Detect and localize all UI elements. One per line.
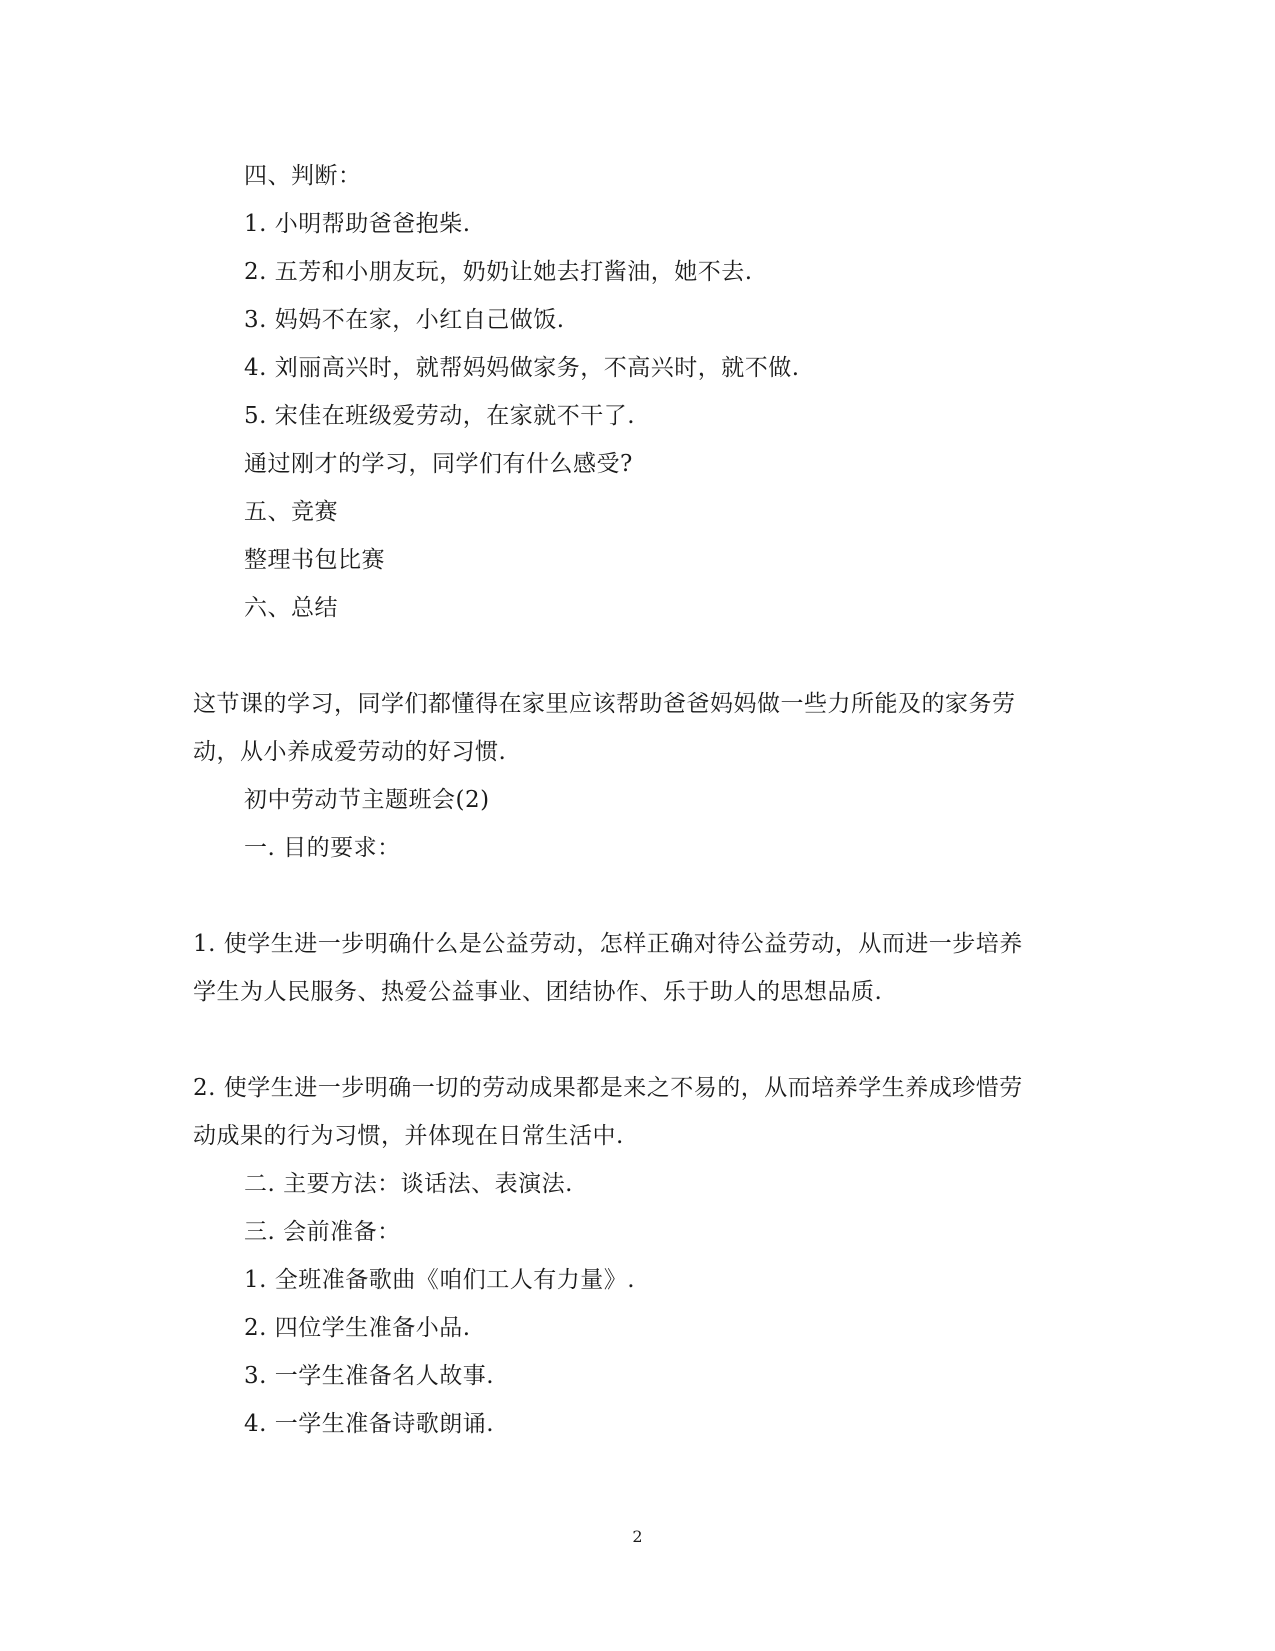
section-heading-preparation: 三. 会前准备： (244, 1219, 401, 1245)
preparation-item-2: 2. 四位学生准备小品. (244, 1315, 471, 1341)
judgement-item-4: 4. 刘丽高兴时，就帮妈妈做家务，不高兴时，就不做. (244, 355, 800, 381)
section-heading-methods: 二. 主要方法：谈话法、表演法. (244, 1171, 573, 1197)
judgement-item-2: 2. 五芳和小朋友玩，奶奶让她去打酱油，她不去. (244, 259, 753, 285)
section-heading-judgement: 四、判断： (244, 163, 362, 189)
section-heading-summary: 六、总结 (244, 595, 338, 621)
section-heading-contest: 五、竞赛 (244, 499, 338, 525)
preparation-item-4: 4. 一学生准备诗歌朗诵. (244, 1411, 495, 1437)
preparation-item-1: 1. 全班准备歌曲《咱们工人有力量》. (244, 1267, 636, 1293)
document-title: 初中劳动节主题班会(2) (244, 787, 490, 813)
page-number: 2 (632, 1527, 643, 1546)
summary-paragraph-line-2: 动，从小养成爱劳动的好习惯. (193, 739, 507, 765)
objective-1-line-2: 学生为人民服务、热爱公益事业、团结协作、乐于助人的思想品质. (193, 979, 883, 1005)
objective-2-line-1: 2. 使学生进一步明确一切的劳动成果都是来之不易的，从而培养学生养成珍惜劳 (193, 1075, 1023, 1101)
reflection-question: 通过刚才的学习，同学们有什么感受? (244, 451, 633, 477)
contest-item: 整理书包比赛 (244, 547, 385, 573)
summary-paragraph-line-1: 这节课的学习，同学们都懂得在家里应该帮助爸爸妈妈做一些力所能及的家务劳 (193, 691, 1016, 717)
objective-1-line-1: 1. 使学生进一步明确什么是公益劳动，怎样正确对待公益劳动，从而进一步培养 (193, 931, 1023, 957)
objective-2-line-2: 动成果的行为习惯，并体现在日常生活中. (193, 1123, 624, 1149)
judgement-item-3: 3. 妈妈不在家，小红自己做饭. (244, 307, 565, 333)
section-heading-objectives: 一. 目的要求： (244, 835, 401, 861)
judgement-item-1: 1. 小明帮助爸爸抱柴. (244, 211, 471, 237)
judgement-item-5: 5. 宋佳在班级爱劳动，在家就不干了. (244, 403, 636, 429)
preparation-item-3: 3. 一学生准备名人故事. (244, 1363, 495, 1389)
